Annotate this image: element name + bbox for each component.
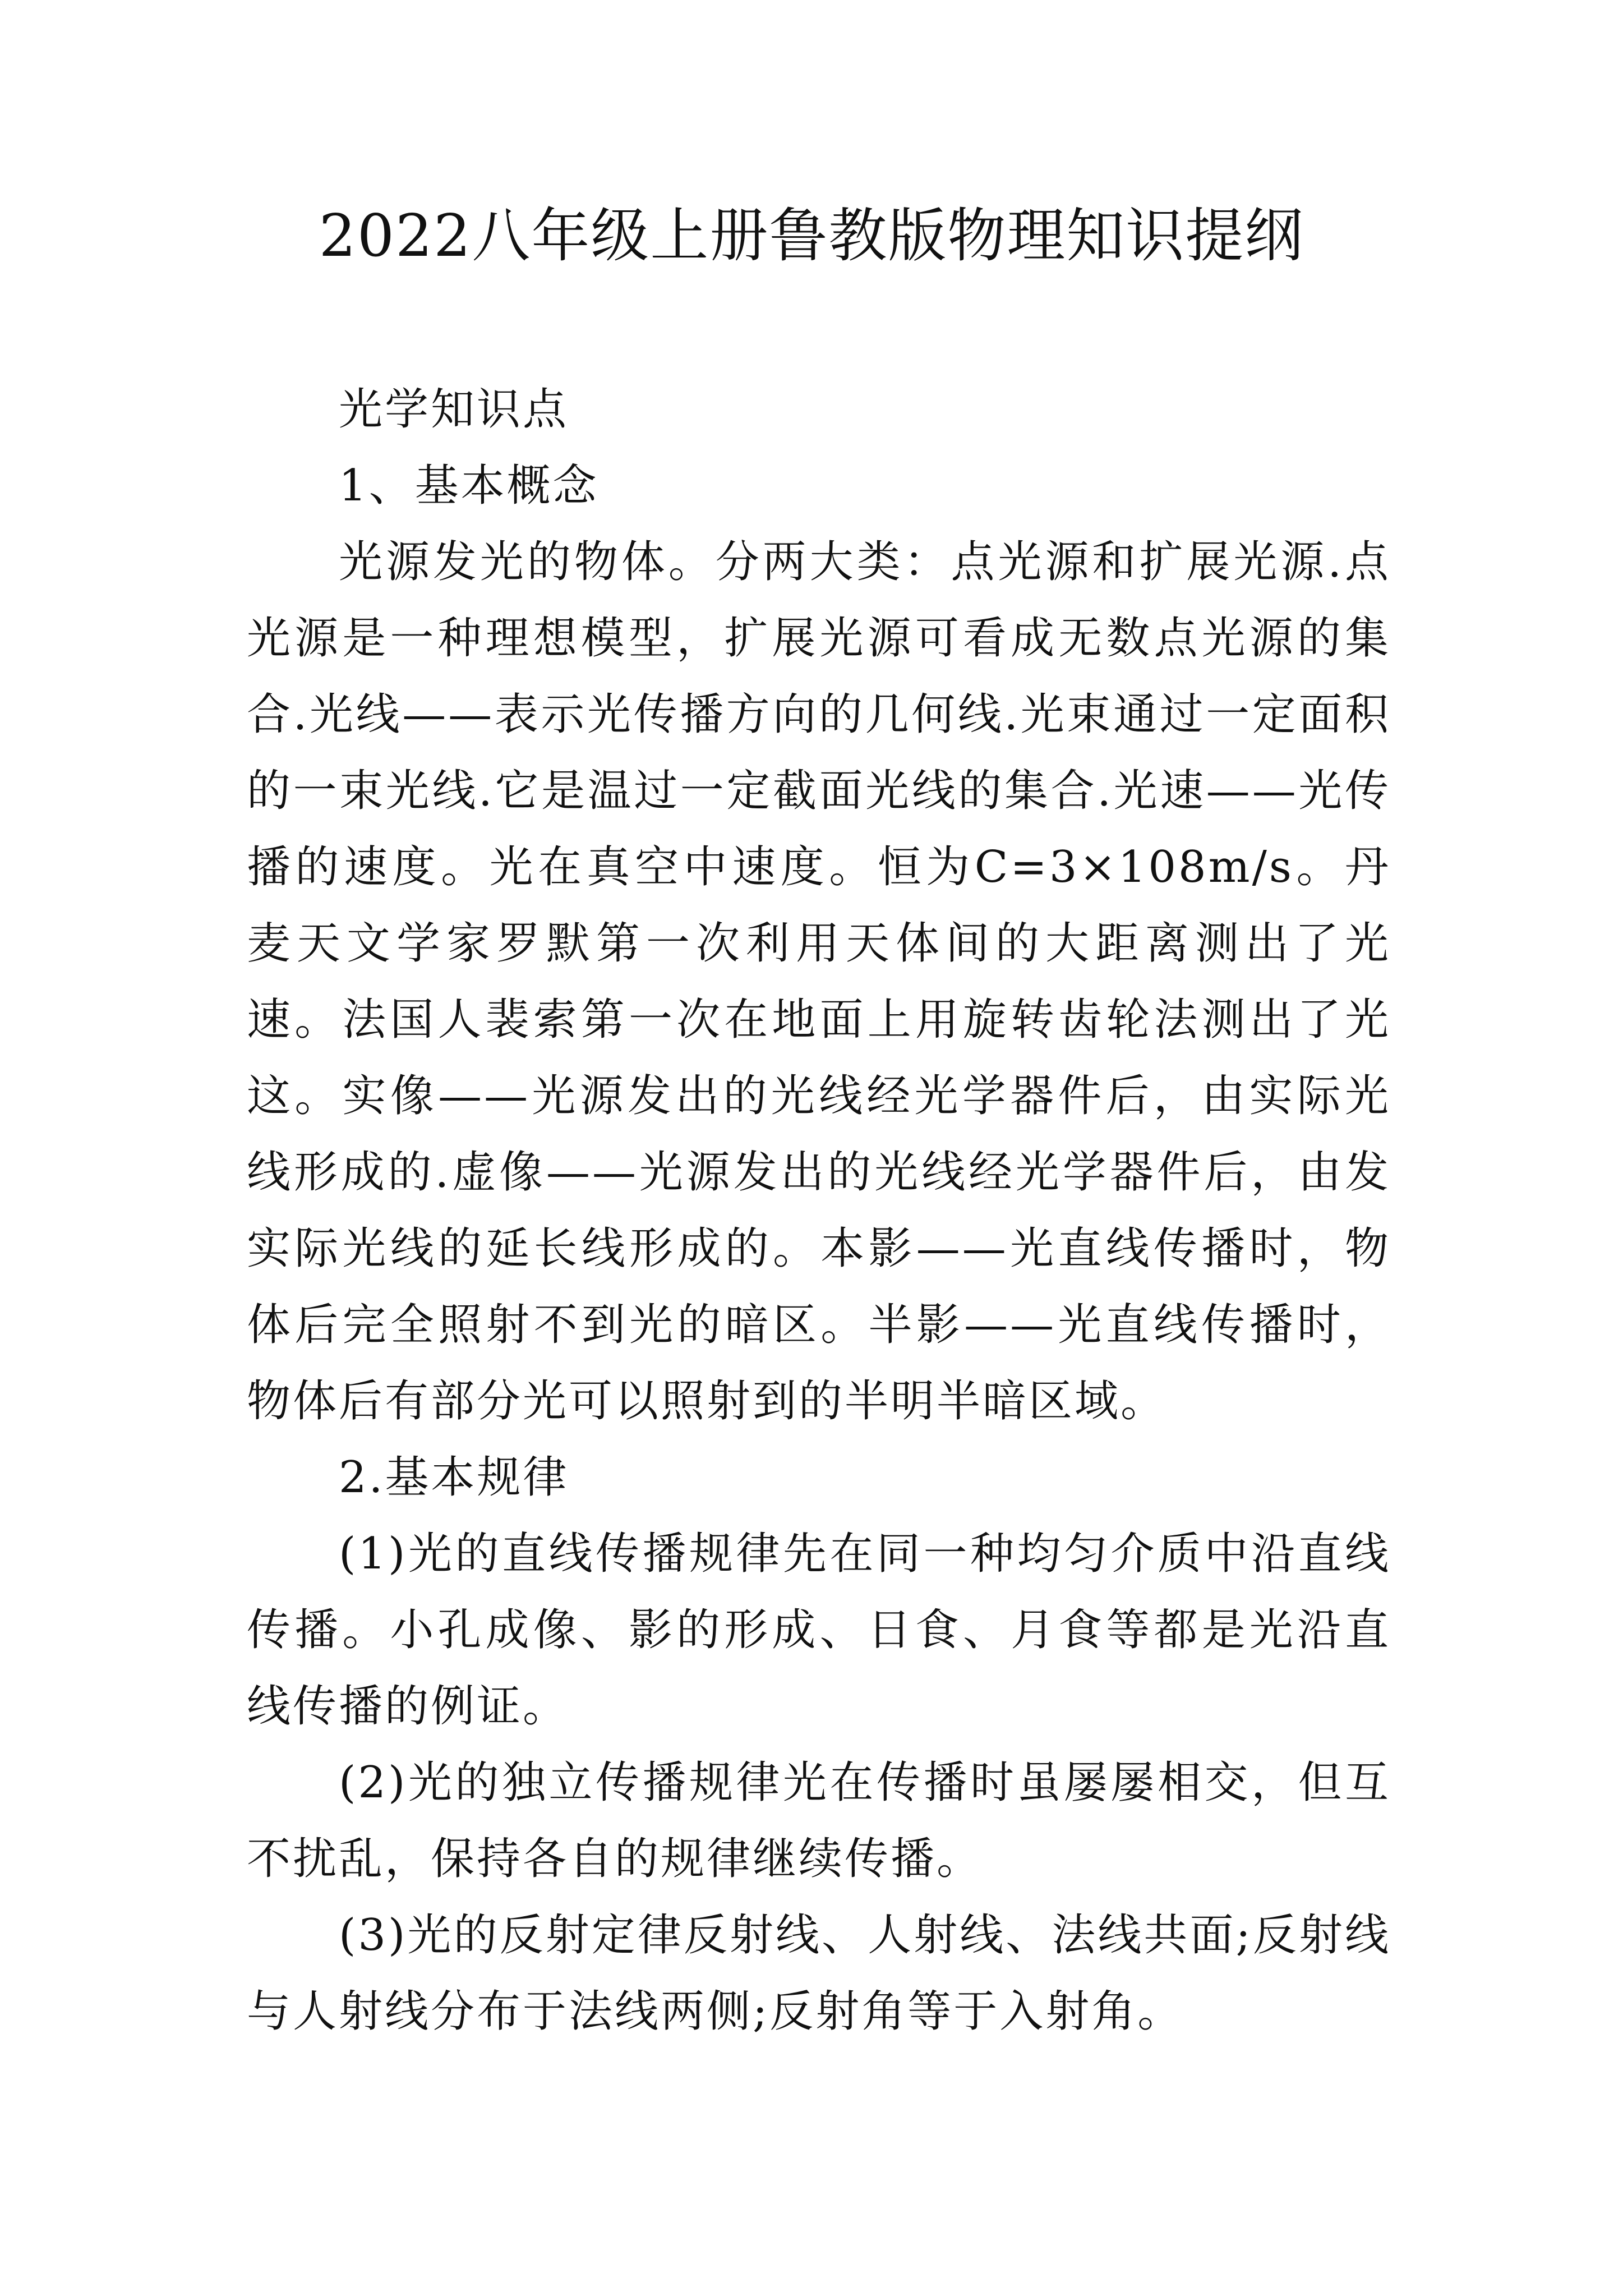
paragraph-law-independent: (2)光的独立传播规律光在传播时虽屡屡相交，但互不扰乱，保持各自的规律继续传播。 xyxy=(247,1757,1391,1884)
paragraph-basic-concepts: 光源发光的物体。分两大类：点光源和扩展光源.点光源是一种理想模型，扩展光源可看成无数点光源的集合.光线——表示光传播方向的几何线.光束通过一定面积的一束光线.它是温过一定截面光线的集合.光速——光传播的速度。光在真空中速度。恒为C=3×108m/s。丹麦天文学家罗默第一次利用天体间的大距离测出了光速。法国人裴索第一次在地面上用旋转齿轮法测出了光这。实像——光源发出的光线经光学器件后，由实际光线形成的.虚像——光源发出的光线经光学器件后，由发实际光线的延长线形成的。本影——光直线传播时，物体后完全照射不到光的暗区。半影——光直线传播时，物体后有部分光可以照射到的半明半暗区域。 xyxy=(247,537,1391,1427)
paragraph-law-reflection: (3)光的反射定律反射线、人射线、法线共面;反射线与人射线分布于法线两侧;反射角等于入射角。 xyxy=(247,1910,1391,2037)
subsection-heading-basic-concepts: 1、基本概念 xyxy=(339,461,599,511)
section-heading-optics: 光学知识点 xyxy=(339,384,569,435)
document-body xyxy=(247,371,1391,2050)
document-title: 2022八年级上册鲁教版物理知识提纲 xyxy=(319,201,1304,270)
subsection-heading-basic-laws: 2.基本规律 xyxy=(339,1452,569,1503)
paragraph-law-straight-line: (1)光的直线传播规律先在同一种均匀介质中沿直线传播。小孔成像、影的形成、日食、月食等都是光沿直线传播的例证。 xyxy=(247,1529,1391,1732)
